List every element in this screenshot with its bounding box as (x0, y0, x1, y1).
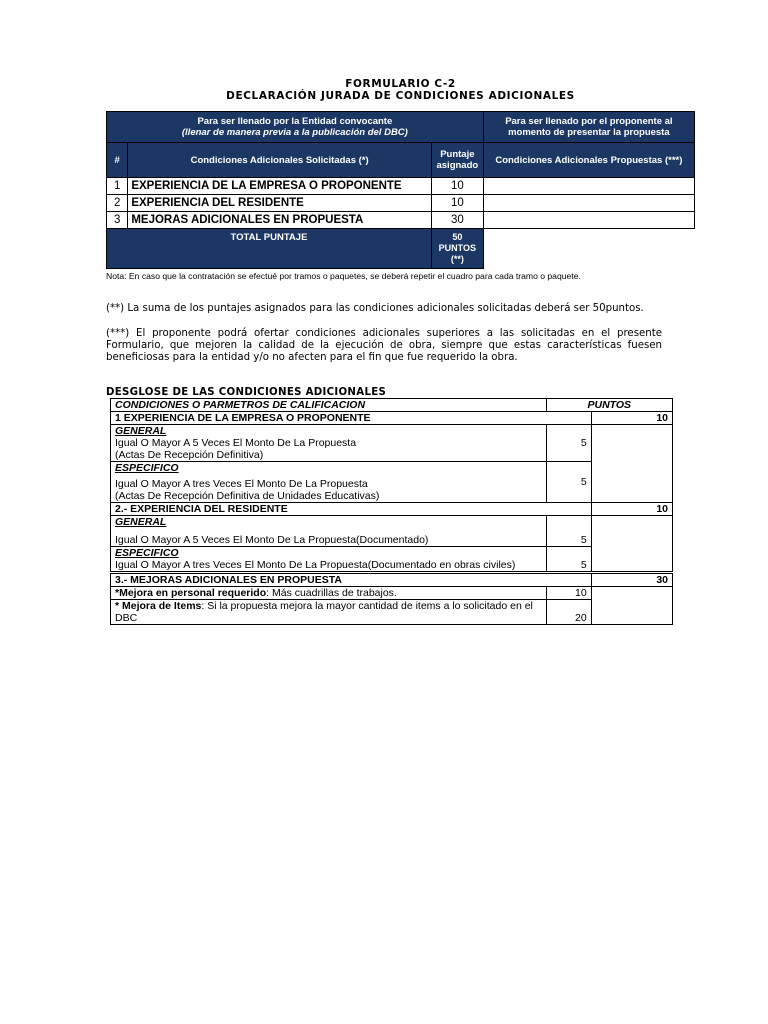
row-proposed-cell[interactable] (483, 212, 694, 229)
s1-general-text1: Igual O Mayor A 5 Veces El Monto De La Propuesta (115, 437, 357, 449)
s2-specific-pts: 5 (546, 547, 591, 573)
s2-blank (591, 516, 672, 573)
empty-cell (483, 229, 694, 269)
s3-item1-label: *Mejora en personal requerido (115, 587, 267, 599)
total-label: TOTAL PUNTAJE (107, 229, 432, 269)
s2-specific-label: ESPECIFICO (115, 547, 179, 559)
s1-specific-pts: 5 (546, 462, 591, 503)
s2-general-pts: 5 (546, 516, 591, 547)
s3-item2-pts: 20 (546, 600, 591, 625)
section-3-title: 3.- MEJORAS ADICIONALES EN PROPUESTA (111, 573, 592, 587)
entity-header-line1: Para ser llenado por la Entidad convocante (197, 116, 393, 127)
row-condition: MEJORAS ADICIONALES EN PROPUESTA (128, 212, 432, 229)
row-condition: EXPERIENCIA DE LA EMPRESA O PROPONENTE (128, 178, 432, 195)
s3-item1-pts: 10 (546, 587, 591, 600)
entity-header-line2: (llenar de manera previa a la publicación del DBC) (181, 127, 408, 138)
section-3-total: 30 (591, 573, 672, 587)
section-1-title: 1 EXPERIENCIA DE LA EMPRESA O PROPONENTE (111, 412, 592, 425)
row-score: 10 (431, 195, 483, 212)
list-item (111, 547, 673, 573)
section-1-total: 10 (591, 412, 672, 425)
s3-item1-text: : Más cuadrillas de trabajos. (266, 587, 397, 599)
proponent-header: Para ser llenado por el proponente al momento de presentar la propuesta (483, 112, 694, 143)
s1-general-text2: (Actas De Recepción Definitiva) (115, 449, 264, 461)
s2-specific-text: Igual O Mayor A tres Veces El Monto De La Propuesta(Documentado en obras civiles) (115, 559, 516, 571)
s3-item2-cell (111, 600, 547, 625)
row-proposed-cell[interactable] (483, 178, 694, 195)
row-score: 10 (431, 178, 483, 195)
s1-specific-label: ESPECIFICO (115, 462, 179, 474)
note-text: Nota: En caso que la contratación se efectué por tramos o paquetes, se deberá repetir el cuadro para cada tramo o paquete. (106, 271, 581, 281)
table-row (107, 212, 695, 229)
s3-blank (591, 587, 672, 625)
s1-general-pts: 5 (546, 425, 591, 462)
s2-specific-cell (111, 547, 547, 573)
row-num: 1 (107, 178, 128, 195)
row-proposed-cell[interactable] (483, 195, 694, 212)
section-2-total: 10 (591, 503, 672, 516)
total-value: 50 PUNTOS (**) (431, 229, 483, 269)
conditions-table (106, 111, 695, 269)
col-score-header: Puntaje asignado (431, 143, 483, 178)
breakdown-table (110, 398, 673, 625)
s3-item2-label: * Mejora de Items (115, 600, 202, 612)
col-proposed-header: Condiciones Adicionales Propuestas (***) (483, 143, 694, 178)
breakdown-title: DESGLOSE DE LAS CONDICIONES ADICIONALES (106, 387, 387, 398)
s2-general-label: GENERAL (115, 516, 167, 528)
s3-item2-text: : Si la propuesta mejora la mayor cantidad de items a lo solicitado en el DBC (115, 600, 533, 624)
list-item (111, 425, 673, 462)
entity-header-cell (107, 112, 484, 143)
s2-general-cell (111, 516, 547, 547)
list-item (111, 600, 673, 625)
form-subtitle: DECLARACIÓN JURADA DE CONDICIONES ADICIONALES (226, 90, 575, 102)
row-condition: EXPERIENCIA DEL RESIDENTE (128, 195, 432, 212)
s1-specific-text1: Igual O Mayor A tres Veces El Monto De La Propuesta (115, 478, 368, 490)
col-points-header: PUNTOS (546, 399, 672, 412)
row-num: 2 (107, 195, 128, 212)
table-row (107, 195, 695, 212)
s1-blank (591, 425, 672, 503)
s1-general-cell (111, 425, 547, 462)
col-num-header: # (107, 143, 128, 178)
table-row (107, 178, 695, 195)
s2-general-text: Igual O Mayor A 5 Veces El Monto De La Propuesta(Documentado) (115, 534, 429, 546)
section-2-title: 2.- EXPERIENCIA DEL RESIDENTE (111, 503, 592, 516)
s1-general-label: GENERAL (115, 425, 167, 437)
row-num: 3 (107, 212, 128, 229)
s3-item1-cell (111, 587, 547, 600)
col-conditions-header: Condiciones Adicionales Solicitadas (*) (128, 143, 432, 178)
list-item (111, 462, 673, 503)
list-item (111, 516, 673, 547)
note-double-star: (**) La suma de los puntajes asignados para las condiciones adicionales solicitadas deberá ser 50puntos. (106, 303, 644, 314)
col-params-header: CONDICIONES O PARMETROS DE CALIFICACION (111, 399, 547, 412)
s1-specific-cell (111, 462, 547, 503)
form-title: FORMULARIO C-2 (345, 78, 456, 90)
list-item (111, 587, 673, 600)
row-score: 30 (431, 212, 483, 229)
note-triple-star: (***) El proponente podrá ofertar condiciones adicionales superiores a las solicitadas en el presente Formulario, que mejoren la calidad de la ejecución de obra, siempre que estas características fuesen beneficiosas para la entidad y/o no afecten para el fin que fue requerido la obra. (106, 328, 662, 364)
s1-specific-text2: (Actas De Recepción Definitiva de Unidades Educativas) (115, 490, 380, 502)
